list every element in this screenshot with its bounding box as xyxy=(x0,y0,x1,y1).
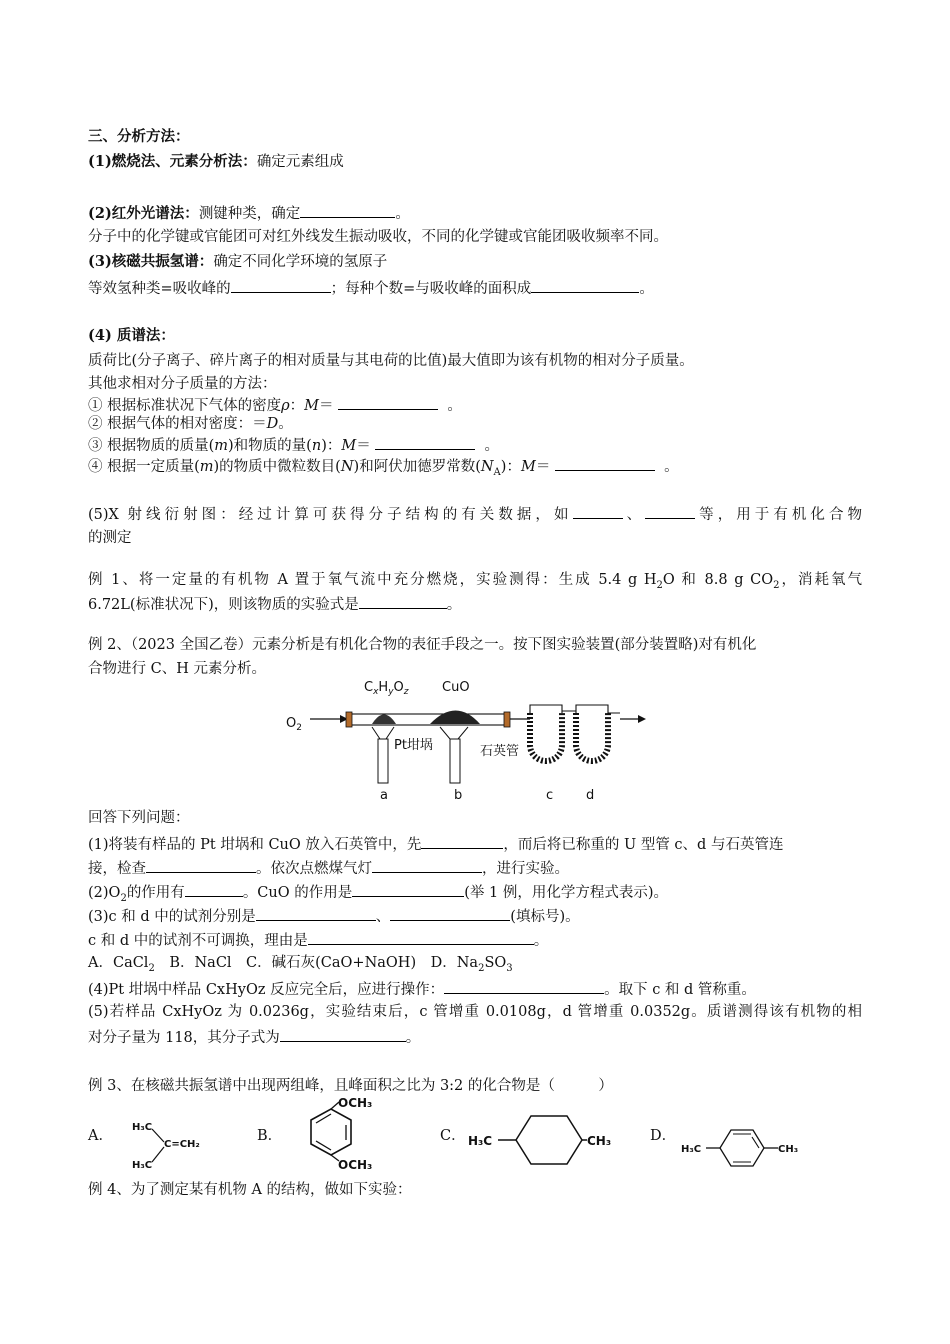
question-3-reason: c 和 d 中的试剂不可调换，理由是 。 xyxy=(88,929,862,951)
method-2: (2)红外光谱法：测键种类，确定 。 xyxy=(88,202,862,224)
question-3-options: A．CaCl$_2$ B．NaCl C．碱石灰(CaO+NaOH) D．$Na_2SO_3$ xyxy=(88,955,513,974)
mass-method-4: ④ 根据一定质量(m)的物质中微粒数目(N)和阿伏加德罗常数$(N_A)$：M＝ 。 xyxy=(88,455,862,477)
cuo-pile xyxy=(430,711,480,725)
pt-crucible-label: Pt坩埚 xyxy=(394,738,433,753)
label-a: a xyxy=(380,788,388,803)
option-c-label: C． xyxy=(440,1128,466,1144)
example-2: 例 2、（2023 全国乙卷）元素分析是有机化合物的表征手段之一。按下图实验装置(部分装置略)对有机化 xyxy=(88,637,757,653)
svg-text:CH₃: CH₃ xyxy=(778,1144,799,1155)
question-1: (1)将装有样品的 Pt 坩埚和 CuO 放入石英管中，先 ，而后将已称重的 U 型管 c、d 与石英管连 xyxy=(88,833,862,855)
option-c-structure xyxy=(466,1108,626,1172)
svg-text:H₃C: H₃C xyxy=(132,1122,153,1133)
svg-text:OCH₃: OCH₃ xyxy=(338,1158,373,1172)
u-tube-c xyxy=(530,713,562,761)
quartz-tube xyxy=(348,714,508,725)
u-tube-d xyxy=(576,713,608,761)
o2-label: $O_2$ xyxy=(286,716,302,733)
question-4: (4)Pt 坩埚中样品 CxHyOz 反应完全后，应进行操作： 。取下 c 和 d 管称重。 xyxy=(88,978,862,1000)
svg-text:H₃C: H₃C xyxy=(681,1144,702,1155)
example-1-cont: 6.72L(标准状况下)，则该物质的实验式是 。 xyxy=(88,593,862,615)
label-c: c xyxy=(546,788,554,803)
method-1: (1)燃烧法、元素分析法：确定元素组成 xyxy=(88,153,344,170)
label-b: b xyxy=(454,788,463,803)
method-5-cont: 的测定 xyxy=(88,530,132,546)
option-a-label: A． xyxy=(88,1128,113,1144)
example-3: 例 3、在核磁共振氢谱中出现两组峰，且峰面积之比为 3:2 的化合物是（ ） xyxy=(88,1078,613,1094)
cuo-label: CuO xyxy=(442,680,470,695)
svg-text:CH₃: CH₃ xyxy=(587,1134,612,1148)
example-4: 例 4、为了测定某有机物 A 的结构，做如下实验： xyxy=(88,1182,412,1198)
burner-b xyxy=(450,739,460,783)
method-4-desc: 质荷比(分子离子、碎片离子的相对质量与其电荷的比值)最大值即为该有机物的相对分子质量。 xyxy=(88,353,694,369)
mass-method-1: ① 根据标准状况下气体的密度ρ：M＝ 。 xyxy=(88,394,862,416)
burner-a xyxy=(378,739,388,783)
method-3: (3)核磁共振氢谱：确定不同化学环境的氢原子 xyxy=(88,253,388,270)
answer-intro: 回答下列问题： xyxy=(88,810,190,826)
quartz-tube-label: 石英管 xyxy=(480,744,520,759)
question-1-cont: 接，检查 。依次点燃煤气灯 ，进行实验。 xyxy=(88,857,862,879)
label-d: d xyxy=(586,788,595,803)
option-d-structure xyxy=(680,1122,810,1170)
apparatus-diagram xyxy=(280,675,670,805)
method-4-other: 其他求相对分子质量的方法： xyxy=(88,376,277,392)
question-5: (5)若样品 CxHyOz 为 0.0236g，实验结束后，c 管增重 0.0108g，d 管增重 0.0352g。质谱测得该有机物的相 xyxy=(88,1004,862,1020)
example-1: 例 1、将一定量的有机物 A 置于氧气流中充分燃烧，实验测得：生成 5.4 g $H_2O$ 和 8.8 g $CO_2$，消耗氧气 xyxy=(88,572,862,591)
sample-pile xyxy=(372,715,396,725)
option-a-structure xyxy=(128,1114,208,1174)
option-d-label: D． xyxy=(650,1128,677,1144)
mass-method-2: ② 根据气体的相对密度：＝D。 xyxy=(88,416,293,432)
mass-method-3: ③ 根据物质的质量(m)和物质的量(n)：M＝ 。 xyxy=(88,434,862,456)
svg-text:H₃C: H₃C xyxy=(468,1134,493,1148)
question-2: $(2)O_2$的作用有 。CuO 的作用是 (举 1 例，用化学方程式表示)。 xyxy=(88,881,862,903)
example-2-cont: 合物进行 C、H 元素分析。 xyxy=(88,661,266,677)
svg-text:C=CH₂: C=CH₂ xyxy=(164,1139,200,1150)
method-4: (4) 质谱法： xyxy=(88,327,175,344)
svg-text:H₃C: H₃C xyxy=(132,1160,153,1171)
option-b-label: B． xyxy=(257,1128,283,1144)
option-b-structure xyxy=(283,1098,393,1178)
method-3-detail: 等效氢种类=吸收峰的 ；每种个数=与吸收峰的面积成 。 xyxy=(88,277,862,299)
question-5-cont: 对分子量为 118，其分子式为 。 xyxy=(88,1026,862,1048)
method-2-desc: 分子中的化学键或官能团可对红外线发生振动吸收，不同的化学键或官能团吸收频率不同。 xyxy=(88,229,668,245)
method-5: (5)X 射线衍射图：经过计算可获得分子结构的有关数据，如 、 等，用于有机化合物 xyxy=(88,503,862,525)
svg-text:OCH₃: OCH₃ xyxy=(338,1098,373,1110)
sample-label: $C_xH_yO_z$ xyxy=(364,680,409,697)
section-heading: 三、分析方法： xyxy=(88,128,190,145)
question-3: (3)c 和 d 中的试剂分别是 、 (填标号)。 xyxy=(88,905,862,927)
